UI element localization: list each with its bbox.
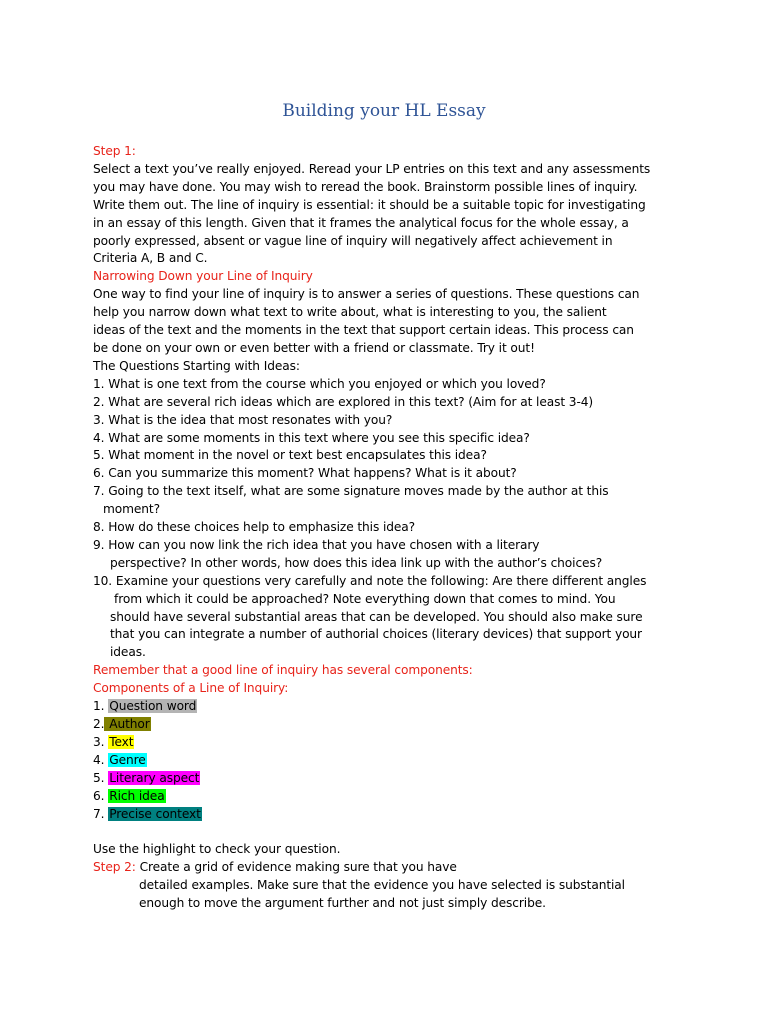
component-author: Author <box>104 717 150 731</box>
component-item: 2. Author <box>93 717 150 731</box>
component-item: 6. Rich idea <box>93 788 165 803</box>
question-10-cont-1: from which it could be approached? Note everything down that comes to mind. You <box>114 591 616 606</box>
question-4: 4. What are some moments in this text where you see this specific idea? <box>93 430 530 445</box>
question-8: 8. How do these choices help to emphasize this idea? <box>93 520 416 535</box>
question-7-cont: moment? <box>103 502 160 517</box>
document-body <box>93 143 683 913</box>
component-item: 4. Genre <box>93 752 146 767</box>
component-rich-idea: Rich idea <box>109 788 165 803</box>
question-10-cont-3: that you can integrate a number of authorial choices (literary devices) that support your <box>110 627 642 642</box>
component-item: 7. Precise context <box>93 806 201 821</box>
question-2: 2. What are several rich ideas which are explored in this text? (Aim for at least 3-4) <box>93 394 594 409</box>
step2-label: Step 2: <box>93 860 136 875</box>
narrowing-heading: Narrowing Down your Line of Inquiry <box>93 269 313 284</box>
components-heading: Components of a Line of Inquiry: <box>93 681 289 696</box>
remember-note: Remember that a good line of inquiry has several components: <box>93 663 473 678</box>
step1-line-1: Select a text you’ve really enjoyed. Reread your LP entries on this text and any assessments <box>93 161 651 176</box>
step1-line-2: you may have done. You may wish to reread the book. Brainstorm possible lines of inquiry. <box>93 179 638 194</box>
component-item: 3. Text <box>93 734 134 749</box>
document-title: Building your HL Essay <box>282 101 486 121</box>
questions-subheading: The Questions Starting with Ideas: <box>93 358 300 373</box>
question-9: 9. How can you now link the rich idea that you have chosen with a literary <box>93 537 540 552</box>
component-question-word: Question word <box>109 699 197 714</box>
step2-line-2: detailed examples. Make sure that the evidence you have selected is substantial <box>139 878 625 893</box>
question-10-cont-2: should have several substantial areas that can be developed. You should also make sure <box>110 609 643 624</box>
question-5: 5. What moment in the novel or text best encapsulates this idea? <box>93 448 487 463</box>
question-10-cont-4: ideas. <box>110 645 146 660</box>
question-7: 7. Going to the text itself, what are some signature moves made by the author at this <box>93 484 609 499</box>
step1-line-6: Criteria A, B and C. <box>93 251 208 266</box>
narrowing-line-3: ideas of the text and the moments in the text that support certain ideas. This process can <box>93 323 634 338</box>
narrowing-line-1: One way to find your line of inquiry is to answer a series of questions. These questions can <box>93 287 640 302</box>
question-1: 1. What is one text from the course which you enjoyed or which you loved? <box>93 376 546 391</box>
component-item: 5. Literary aspect <box>93 770 200 785</box>
component-genre: Genre <box>109 752 146 767</box>
component-item: 1. Question word <box>93 699 197 714</box>
step1-line-5: poorly expressed, absent or vague line of inquiry will negatively affect achievement in <box>93 233 613 248</box>
component-text: Text <box>109 734 134 749</box>
question-10: 10. Examine your questions very carefully and note the following: Are there different angles <box>93 573 647 588</box>
spacer <box>93 823 683 841</box>
step2-first-line: Step 2: Create a grid of evidence making sure that you have <box>93 860 457 875</box>
step1-label: Step 1: <box>93 144 136 158</box>
step1-line-4: in an essay of this length. Given that it frames the analytical focus for the whole essay, a <box>93 215 629 230</box>
component-precise-context: Precise context <box>109 806 201 821</box>
question-9-cont: perspective? In other words, how does this idea link up with the author’s choices? <box>110 555 603 570</box>
step2-line-3: enough to move the argument further and not just simply describe. <box>139 896 546 911</box>
narrowing-line-2: help you narrow down what text to write about, what is interesting to you, the salient <box>93 305 607 320</box>
question-6: 6. Can you summarize this moment? What happens? What is it about? <box>93 466 517 481</box>
question-3: 3. What is the idea that most resonates with you? <box>93 412 393 427</box>
component-literary-aspect: Literary aspect <box>109 770 200 785</box>
highlight-note: Use the highlight to check your question. <box>93 842 341 857</box>
narrowing-line-4: be done on your own or even better with a friend or classmate. Try it out! <box>93 340 535 355</box>
step1-line-3: Write them out. The line of inquiry is essential: it should be a suitable topic for investigating <box>93 197 646 212</box>
